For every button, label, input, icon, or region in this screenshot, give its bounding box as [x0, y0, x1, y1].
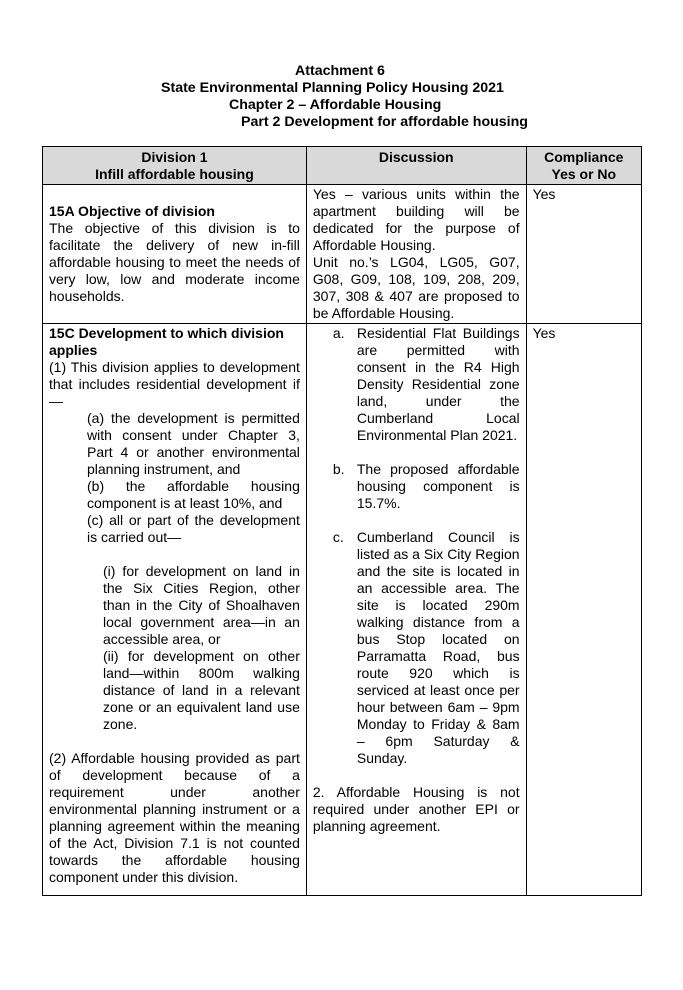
- row2-discussion-list: [313, 325, 520, 767]
- header-discussion-label: Discussion: [378, 149, 454, 165]
- chapter-title: Chapter 2 – Affordable Housing: [229, 97, 442, 113]
- list-item: [313, 529, 520, 767]
- header-compliance-line1: Compliance: [544, 149, 624, 165]
- attachment-label: Attachment 6: [295, 63, 385, 79]
- list-item: [313, 461, 520, 512]
- table-row: [43, 324, 642, 896]
- row2-item-c-i: (i) for development on land in the Six Cities Region, other than in the City of Shoalhaven local government area—in an accessible area, or: [103, 563, 300, 647]
- header-compliance-line2: Yes or No: [551, 166, 617, 182]
- list-marker: b.: [332, 461, 345, 477]
- row2-p1: (1) This division applies to development that includes residential development if—: [49, 359, 300, 409]
- row2-discussion-b: The proposed affordable housing component is 15.7%.: [356, 461, 520, 511]
- table-header-row: [43, 147, 642, 185]
- row2-title: 15C Development to which division applies: [49, 325, 284, 358]
- row2-discussion-cell: [306, 324, 526, 896]
- list-item: [313, 325, 520, 444]
- header-division-line2: Infill affordable housing: [95, 166, 254, 182]
- row2-item-c: (c) all or part of the development is carried out—: [87, 512, 300, 545]
- list-marker: a.: [332, 325, 345, 341]
- row2-discussion-2: 2. Affordable Housing is not required under another EPI or planning agreement.: [312, 784, 520, 834]
- row1-discussion-cell: [306, 185, 526, 324]
- policy-title: State Environmental Planning Policy Housing 2021: [161, 80, 504, 96]
- header-division-line1: Division 1: [141, 149, 208, 165]
- compliance-table: [42, 146, 642, 896]
- part-title: Part 2 Development for affordable housing: [241, 114, 528, 130]
- row2-item-a: (a) the development is permitted with consent under Chapter 3, Part 4 or another environmental planning instrument, and: [87, 410, 300, 477]
- header-division: [43, 147, 307, 185]
- table-row: [43, 185, 642, 324]
- row2-item-b: (b) the affordable housing component is at least 10%, and: [87, 478, 300, 511]
- row2-clause-cell: [43, 324, 307, 896]
- row1-compliance: Yes: [532, 186, 556, 202]
- row1-body: The objective of this division is to facilitate the delivery of new in-fill affordable housing to meet the needs of very low, low and moderate income households.: [49, 220, 300, 304]
- row1-discussion-p1: Yes – various units within the apartment building will be dedicated for the purpose of Affordable Housing.: [312, 186, 520, 253]
- row2-item-c-ii: (ii) for development on other land—within 800m walking distance of land in a relevant zone or an equivalent land use zone.: [103, 648, 300, 732]
- row2-p2: (2) Affordable housing provided as part of development because of a requirement under another environmental planning instrument or a planning agreement within the meaning of the Act, Division 7.1 is not counted towards the affordable housing component under this division.: [49, 750, 300, 885]
- row1-compliance-cell: [526, 185, 641, 324]
- row1-title: 15A Objective of division: [49, 203, 215, 219]
- row2-discussion-a: Residential Flat Buildings are permitted with consent in the R4 High Density Residential zone land, under the Cumberland Local Environmental Plan 2021.: [356, 325, 520, 443]
- row2-discussion-c: Cumberland Council is listed as a Six City Region and the site is located in an accessible area. The site is located 290m walking distance from a bus Stop located on Parramatta Road, bus route 920 which is serviced at least once per hour between 6am – 9pm Monday to Friday & 8am – 6pm Saturday & Sunday.: [356, 529, 520, 766]
- header-compliance: [526, 147, 641, 185]
- list-marker: c.: [332, 529, 344, 545]
- header-discussion: [306, 147, 526, 185]
- row1-discussion-p2: Unit no.’s LG04, LG05, G07, G08, G09, 108, 109, 208, 209, 307, 308 & 407 are proposed to be Affordable Housing.: [312, 254, 520, 321]
- row1-clause-cell: [43, 185, 307, 324]
- row2-compliance: Yes: [532, 325, 556, 341]
- row2-compliance-cell: [526, 324, 641, 896]
